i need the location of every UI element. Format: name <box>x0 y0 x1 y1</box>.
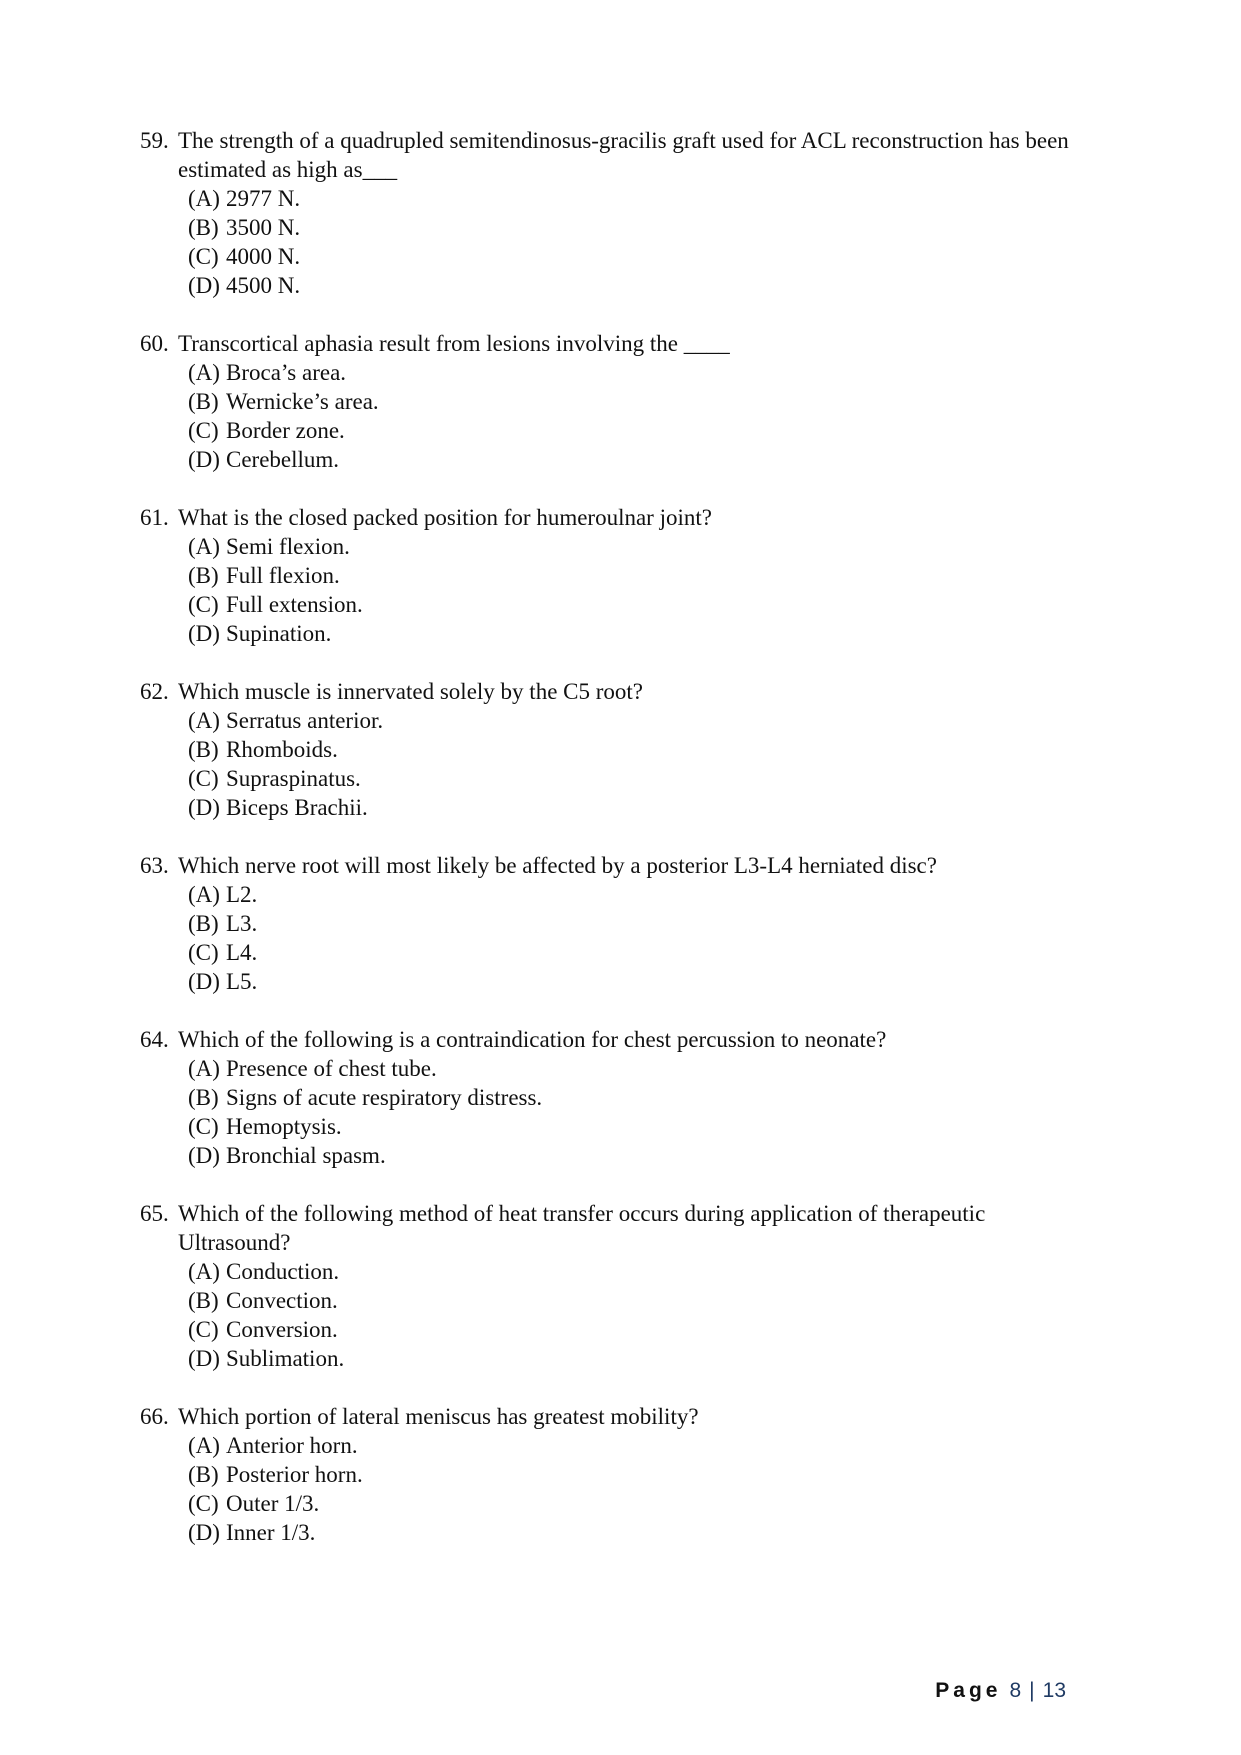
question-item <box>140 677 1100 822</box>
answer-option <box>188 1257 1100 1286</box>
question-stem <box>140 1025 1100 1054</box>
option-label: (B) <box>188 389 219 414</box>
question-number: 64. <box>140 1027 169 1052</box>
current-page-number: 8 <box>1009 1679 1022 1702</box>
question-number: 63. <box>140 853 169 878</box>
answer-option <box>188 1460 1100 1489</box>
question-text: Transcortical aphasia result from lesions involving the ____ <box>178 331 730 356</box>
option-label: (B) <box>188 737 219 762</box>
option-text: Inner 1/3. <box>226 1520 316 1545</box>
answer-option <box>188 416 1100 445</box>
answer-option <box>188 1431 1100 1460</box>
answer-option <box>188 619 1100 648</box>
answer-options <box>188 358 1100 474</box>
option-label: (C) <box>188 1114 219 1139</box>
option-text: Full flexion. <box>226 563 340 588</box>
option-label: (D) <box>188 273 220 298</box>
question-text: Which nerve root will most likely be affected by a posterior L3-L4 herniated disc? <box>178 853 937 878</box>
total-pages-number: 13 <box>1042 1679 1066 1702</box>
answer-option <box>188 1054 1100 1083</box>
answer-options <box>188 1431 1100 1547</box>
option-label: (A) <box>188 1056 220 1081</box>
answer-option <box>188 213 1100 242</box>
question-stem <box>140 1402 1100 1431</box>
option-label: (A) <box>188 882 220 907</box>
option-text: L4. <box>226 940 258 965</box>
question-stem <box>140 126 1100 184</box>
answer-option <box>188 1141 1100 1170</box>
question-stem <box>140 851 1100 880</box>
option-text: Signs of acute respiratory distress. <box>226 1085 543 1110</box>
page-footer <box>935 1677 1066 1705</box>
answer-option <box>188 706 1100 735</box>
option-text: L2. <box>226 882 258 907</box>
option-label: (C) <box>188 766 219 791</box>
option-text: Conversion. <box>226 1317 338 1342</box>
option-label: (A) <box>188 1259 220 1284</box>
question-number: 60. <box>140 331 169 356</box>
option-text: Cerebellum. <box>226 447 340 472</box>
option-label: (D) <box>188 1346 220 1371</box>
option-text: Broca’s area. <box>226 360 347 385</box>
option-text: Convection. <box>226 1288 338 1313</box>
answer-option <box>188 793 1100 822</box>
answer-option <box>188 1286 1100 1315</box>
answer-options <box>188 1257 1100 1373</box>
question-item <box>140 1402 1100 1547</box>
question-text: Which of the following method of heat transfer occurs during application of therapeutic Ultrasound? <box>178 1201 986 1255</box>
question-number: 62. <box>140 679 169 704</box>
option-text: Semi flexion. <box>226 534 350 559</box>
question-item <box>140 1025 1100 1170</box>
option-text: 2977 N. <box>226 186 301 211</box>
answer-option <box>188 532 1100 561</box>
option-text: L5. <box>226 969 258 994</box>
option-text: Sublimation. <box>226 1346 345 1371</box>
answer-option <box>188 358 1100 387</box>
option-label: (C) <box>188 592 219 617</box>
question-text: Which portion of lateral meniscus has greatest mobility? <box>178 1404 699 1429</box>
option-text: Biceps Brachii. <box>226 795 368 820</box>
option-label: (D) <box>188 1143 220 1168</box>
answer-options <box>188 880 1100 996</box>
option-text: 4000 N. <box>226 244 301 269</box>
answer-option <box>188 1112 1100 1141</box>
option-text: Supraspinatus. <box>226 766 361 791</box>
option-text: Posterior horn. <box>226 1462 363 1487</box>
answer-options <box>188 1054 1100 1170</box>
answer-option <box>188 561 1100 590</box>
option-label: (D) <box>188 795 220 820</box>
option-label: (B) <box>188 1462 219 1487</box>
answer-option <box>188 938 1100 967</box>
question-item <box>140 329 1100 474</box>
question-number: 66. <box>140 1404 169 1429</box>
question-stem <box>140 503 1100 532</box>
answer-option <box>188 880 1100 909</box>
option-label: (C) <box>188 418 219 443</box>
answer-option <box>188 1083 1100 1112</box>
page-separator: | <box>1029 1679 1035 1702</box>
option-label: (B) <box>188 563 219 588</box>
answer-option <box>188 1489 1100 1518</box>
option-text: Serratus anterior. <box>226 708 384 733</box>
option-label: (C) <box>188 1491 219 1516</box>
question-stem <box>140 677 1100 706</box>
option-text: Border zone. <box>226 418 345 443</box>
answer-options <box>188 706 1100 822</box>
answer-option <box>188 764 1100 793</box>
option-label: (B) <box>188 911 219 936</box>
answer-option <box>188 184 1100 213</box>
option-text: Wernicke’s area. <box>226 389 379 414</box>
answer-option <box>188 967 1100 996</box>
option-text: Presence of chest tube. <box>226 1056 437 1081</box>
answer-option <box>188 242 1100 271</box>
option-label: (D) <box>188 447 220 472</box>
option-label: (A) <box>188 360 220 385</box>
option-label: (A) <box>188 1433 220 1458</box>
question-item <box>140 126 1100 300</box>
option-text: 3500 N. <box>226 215 301 240</box>
option-text: Conduction. <box>226 1259 340 1284</box>
option-text: L3. <box>226 911 258 936</box>
answer-option <box>188 445 1100 474</box>
option-text: Outer 1/3. <box>226 1491 320 1516</box>
question-number: 65. <box>140 1201 169 1226</box>
answer-option <box>188 909 1100 938</box>
option-label: (A) <box>188 186 220 211</box>
option-label: (C) <box>188 244 219 269</box>
option-text: Hemoptysis. <box>226 1114 342 1139</box>
question-number: 61. <box>140 505 169 530</box>
answer-option <box>188 271 1100 300</box>
question-text: Which of the following is a contraindication for chest percussion to neonate? <box>178 1027 887 1052</box>
option-label: (B) <box>188 1085 219 1110</box>
option-text: Supination. <box>226 621 332 646</box>
answer-option <box>188 590 1100 619</box>
option-text: Bronchial spasm. <box>226 1143 386 1168</box>
question-stem <box>140 329 1100 358</box>
question-text: The strength of a quadrupled semitendinosus-gracilis graft used for ACL reconstruction has been estimated as high as___ <box>178 128 1069 182</box>
option-label: (A) <box>188 708 220 733</box>
answer-options <box>188 184 1100 300</box>
option-label: (B) <box>188 1288 219 1313</box>
option-label: (D) <box>188 1520 220 1545</box>
question-stem <box>140 1199 1100 1257</box>
question-text: Which muscle is innervated solely by the C5 root? <box>178 679 643 704</box>
option-text: Rhomboids. <box>226 737 338 762</box>
answer-option <box>188 1518 1100 1547</box>
option-text: Anterior horn. <box>226 1433 358 1458</box>
question-item <box>140 1199 1100 1373</box>
question-item <box>140 851 1100 996</box>
option-label: (D) <box>188 621 220 646</box>
page-label: Page <box>935 1679 1002 1702</box>
answer-option <box>188 1315 1100 1344</box>
answer-option <box>188 1344 1100 1373</box>
option-text: 4500 N. <box>226 273 301 298</box>
option-text: Full extension. <box>226 592 363 617</box>
question-number: 59. <box>140 128 169 153</box>
option-label: (C) <box>188 940 219 965</box>
question-item <box>140 503 1100 648</box>
question-list <box>140 126 1100 1576</box>
question-text: What is the closed packed position for humeroulnar joint? <box>178 505 712 530</box>
answer-option <box>188 735 1100 764</box>
answer-options <box>188 532 1100 648</box>
option-label: (D) <box>188 969 220 994</box>
option-label: (C) <box>188 1317 219 1342</box>
option-label: (B) <box>188 215 219 240</box>
answer-option <box>188 387 1100 416</box>
option-label: (A) <box>188 534 220 559</box>
